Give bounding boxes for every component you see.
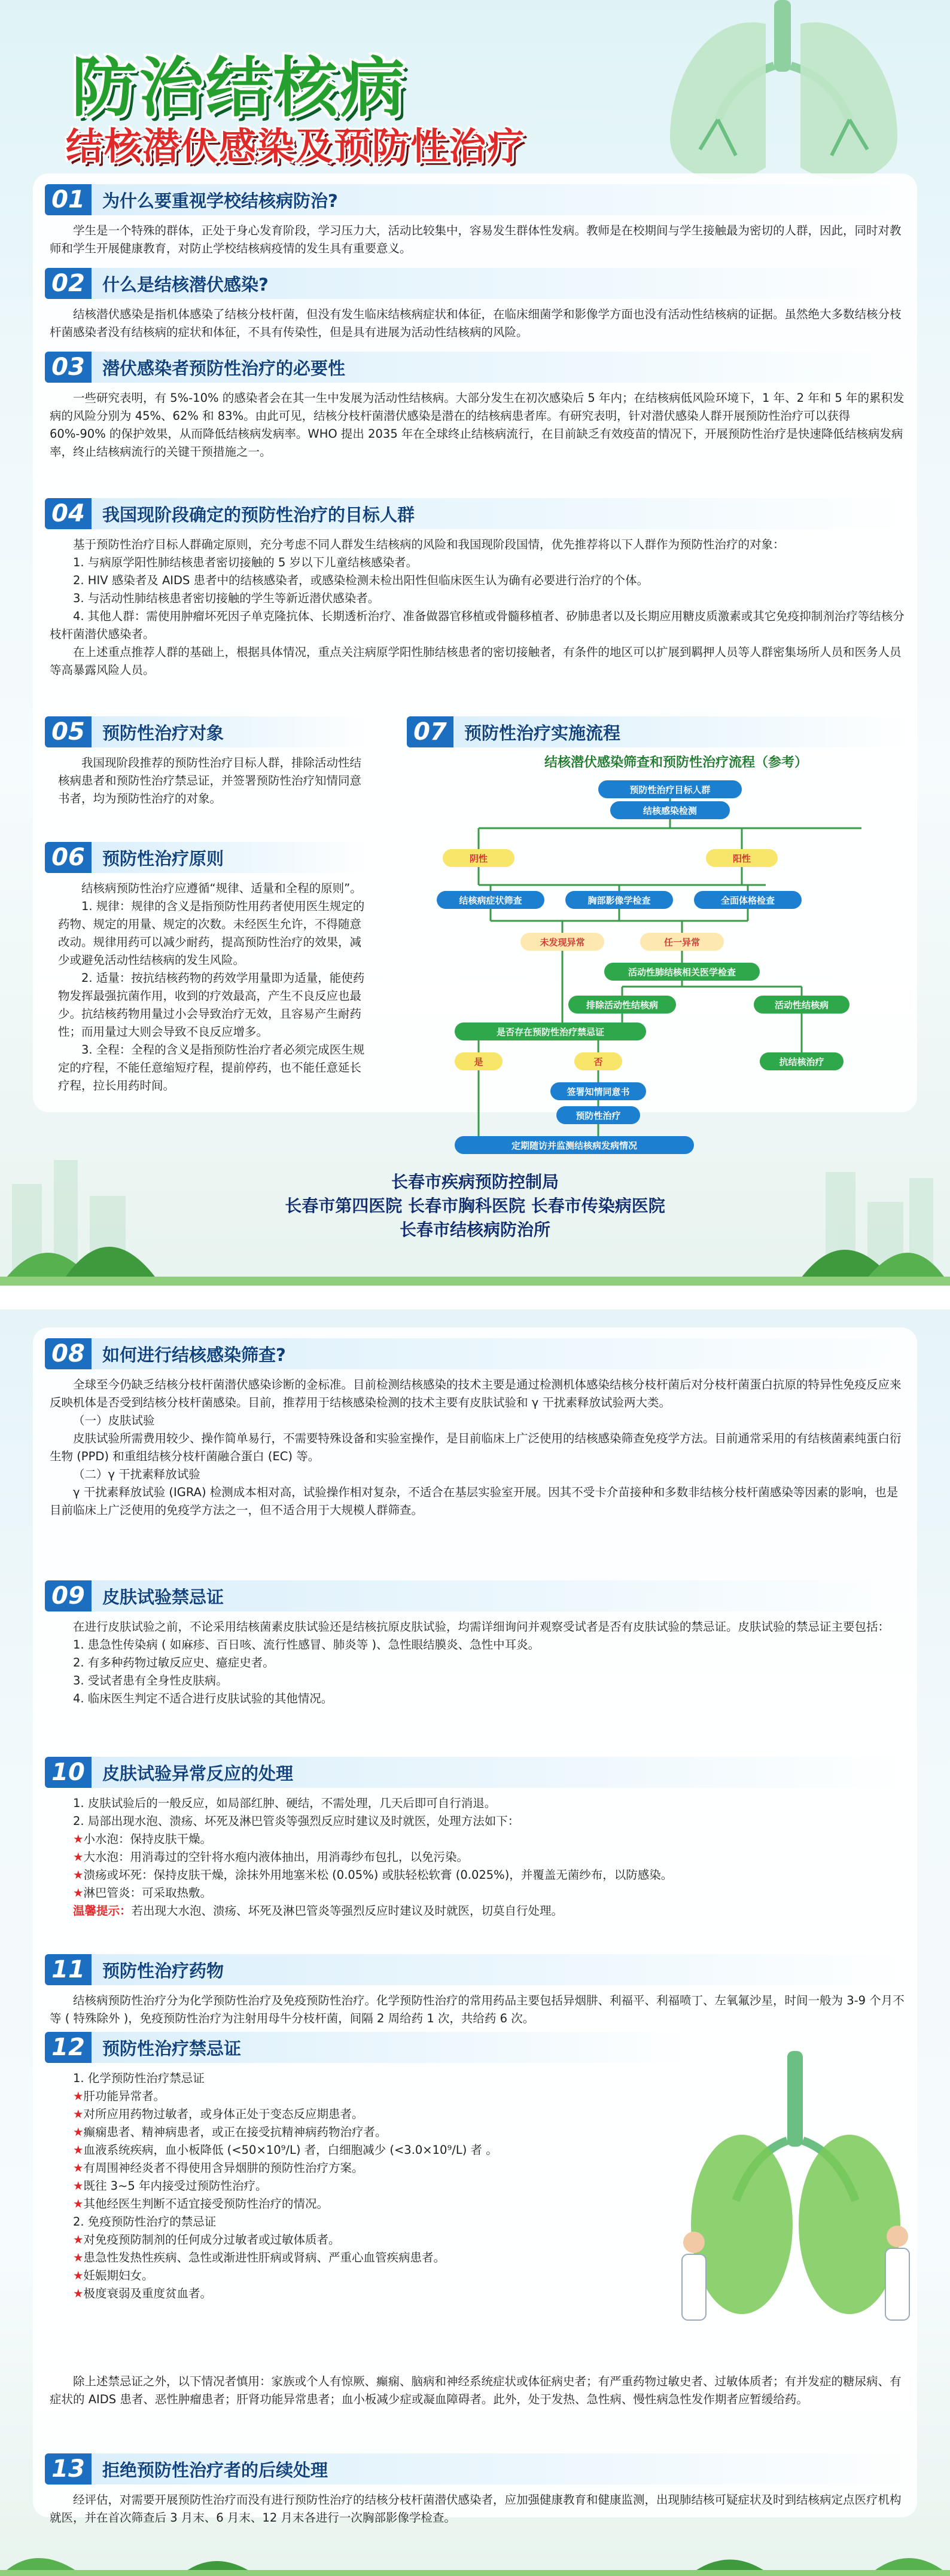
- flow-node-symptom-screening: 结核病症状筛查: [437, 891, 544, 909]
- star-icon: ★: [73, 2143, 84, 2157]
- greenery-decoration: [0, 2540, 950, 2576]
- list-item: 1. 患急性传染病 ( 如麻疹、百日咳、流行性感冒、肺炎等 )、急性眼结膜炎、急性中耳炎。: [73, 1638, 540, 1652]
- list-item: 3. 受试者患有全身性皮肤病。: [73, 1674, 228, 1687]
- section-number: 07: [407, 716, 453, 747]
- section-12-outro: [45, 2368, 906, 2409]
- list-item: 3. 与活动性肺结核患者密切接触的学生等新近潜伏感染者。: [73, 591, 380, 605]
- section-title: 我国现阶段确定的预防性治疗的目标人群: [92, 498, 906, 529]
- list-item: 2. 适量：按抗结核药物的药效学用量即为适量，能使药物发挥最强抗菌作用，收到的疗效最高，产生不良反应也最少。抗结核药物用量过小会导致治疗无效，且容易产生耐药性；而用量过大则会导致不良反应增多。: [58, 971, 365, 1039]
- poster-title: 防治结核病: [72, 51, 407, 126]
- list-item: 2. 有多种药物过敏反应史、癔症史者。: [73, 1656, 275, 1669]
- flow-node-no-abnormality: 未发现异常: [520, 933, 604, 951]
- flowchart-title: 结核潜伏感染筛查和预防性治疗流程（参考）: [544, 755, 808, 770]
- section-06: [45, 840, 368, 1095]
- section-text: 学生是一个特殊的群体，正处于身心发育阶段，学习压力大，活动比较集中，容易发生群体性发病。教师是在校期间与学生接触最为密切的人群，因此，同时对教师和学生开展健康教育，对防止学校结核病疫情的发生具有重要意义。: [50, 224, 902, 255]
- section-intro: 在进行皮肤试验之前，不论采用结核菌素皮肤试验还是结核抗原皮肤试验，均需详细询问并观察受试者是否有皮肤试验的禁忌证。皮肤试验的禁忌证主要包括：: [73, 1620, 890, 1634]
- list-item: 3. 全程：全程的含义是指预防性治疗者必须完成医生规定的疗程，不能任意缩短疗程，提前停药，也不能任意延长疗程，拉长用药时间。: [58, 1043, 365, 1092]
- star-icon: ★: [73, 1832, 84, 1846]
- star-icon: ★: [73, 2233, 84, 2247]
- section-number: 02: [45, 268, 92, 299]
- city-greenery-decoration: [0, 1148, 950, 1286]
- section-number: 11: [45, 1954, 92, 1985]
- flow-node-active-tb: 活动性结核病: [754, 996, 849, 1014]
- section-intro: 基于预防性治疗目标人群确定原则，充分考虑不同人群发生结核病的风险和我国现阶段国情，优先推荐将以下人群作为预防性治疗的对象：: [73, 538, 785, 551]
- flow-node-exclude-active-tb: 排除活动性结核病: [568, 996, 676, 1014]
- flow-node-consent: 签署知情同意书: [550, 1082, 646, 1100]
- lungs-illustration-icon: [646, 0, 921, 197]
- flow-node-positive: 阳性: [706, 849, 778, 867]
- section-text: 全球至今仍缺乏结核分枝杆菌潜伏感染诊断的金标准。目前检测结核感染的技术主要是通过检测机体感染结核分枝杆菌后对分枝杆菌蛋白抗原的特异性免疫反应来反映机体是否受到结核分枝杆菌感染。目前，推荐用于结核感染检测的技术主要有皮肤试验和 γ 干扰素释放试验两大类。: [50, 1378, 902, 1409]
- flow-node-chest-imaging: 胸部影像学检查: [565, 891, 673, 909]
- list-item: 4. 其他人群：需使用肿瘤坏死因子单克隆抗体、长期透析治疗、准备做器官移植或骨髓移植者、矽肺患者以及长期应用糖皮质激素或其它免疫抑制剂治疗等结核分枝杆菌潜伏感染者。: [50, 609, 905, 641]
- list-item: 1. 皮肤试验后的一般反应，如局部红肿、硬结，不需处理，几天后即可自行消退。: [73, 1796, 497, 1810]
- section-outro: 在上述重点推荐人群的基础上，根据具体情况，重点关注病原学阳性肺结核患者的密切接触者，有条件的地区可以扩展到羁押人员等人群密集场所人员和医务人员等高暴露风险人员。: [50, 645, 902, 677]
- list-item: 患急性发热性疾病、急性或渐进性肝病或肾病、严重心血管疾病患者。: [83, 2251, 445, 2264]
- star-icon: ★: [73, 1886, 84, 1900]
- section-text: 经评估，对需要开展预防性治疗而没有进行预防性治疗的结核分枝杆菌潜伏感染者，应加强健康教育和健康监测，出现肺结核可疑症状及时到结核病定点医疗机构就医，并在首次筛查后 3 月末、6 月末、12 月末各进行一次胸部影像学检查。: [50, 2493, 902, 2525]
- list-item: 对免疫预防制剂的任何成分过敏者或过敏体质者。: [83, 2233, 340, 2247]
- section-01: [45, 182, 906, 258]
- star-icon: ★: [73, 2125, 84, 2139]
- section-number: 10: [45, 1757, 92, 1788]
- section-title: 预防性治疗原则: [92, 842, 368, 873]
- flow-node-any-abnormality: 任一异常: [640, 933, 724, 951]
- list-item: 1. 规律：规律的含义是指预防性用药者使用医生规定的药物、规定的用量、规定的次数。未经医生允许，不得随意改动。规律用药可以减少耐药，提高预防性治疗的效果，减少或避免活动性结核病的发生风险。: [58, 899, 365, 967]
- section-text: γ 干扰素释放试验 (IGRA) 检测成本相对高，试验操作相对复杂，不适合在基层实验室开展。因其不受卡介苗接种和多数非结核分枝杆菌感染等因素的影响，也是目前临床上广泛使用的免疫学方法之一，但不适合用于大规模人群筛查。: [50, 1485, 899, 1517]
- issuer-line-3: 长春市结核病防治所: [399, 1220, 550, 1240]
- flow-node-no: 否: [574, 1052, 622, 1070]
- section-title: 预防性治疗对象: [92, 716, 368, 747]
- star-icon: ★: [73, 2161, 84, 2175]
- poster-panel-2: [0, 1310, 950, 2576]
- section-title: 预防性治疗实施流程: [453, 716, 909, 747]
- list-item: 淋巴管炎：可采取热敷。: [83, 1886, 212, 1900]
- section-title: 为什么要重视学校结核病防治?: [92, 184, 906, 215]
- section-number: 04: [45, 498, 92, 529]
- star-icon: ★: [73, 2107, 84, 2121]
- star-icon: ★: [73, 2197, 84, 2211]
- list-item: 对所应用药物过敏者，或身体正处于变态反应期患者。: [83, 2107, 364, 2121]
- list-item: 4. 临床医生判定不适合进行皮肤试验的其他情况。: [73, 1692, 333, 1705]
- section-05: [45, 715, 368, 808]
- section-number: 08: [45, 1338, 92, 1369]
- list-item: 小水泡：保持皮肤干燥。: [83, 1832, 212, 1846]
- flow-node-yes: 是: [455, 1052, 503, 1070]
- lungs-doctors-illustration-icon: [670, 2045, 921, 2344]
- section-number: 12: [45, 2032, 92, 2063]
- section-09: [45, 1579, 906, 1708]
- subheading: 2. 免疫预防性治疗的禁忌证: [73, 2215, 217, 2229]
- section-outro: 除上述禁忌证之外，以下情况者慎用：家族或个人有惊厥、癫痫、脑病和神经系统症状或体征病史者；有严重药物过敏史者、过敏体质者；有并发症的糖尿病、有症状的 AIDS 患者、恶性肿瘤患者；肝肾功能异常患者；血小板减少症或凝血障碍者。此外，处于发热、急性病、慢性病急性发作期者应暂缓给药。: [50, 2374, 902, 2406]
- section-title: 皮肤试验异常反应的处理: [92, 1757, 906, 1788]
- section-title: 什么是结核潜伏感染?: [92, 268, 906, 299]
- flow-node-anti-tb-treatment: 抗结核治疗: [760, 1052, 844, 1070]
- list-item: 1. 与病原学阳性肺结核患者密切接触的 5 岁以下儿童结核感染者。: [73, 556, 418, 569]
- section-title: 预防性治疗药物: [92, 1954, 906, 1985]
- section-text: 结核病预防性治疗分为化学预防性治疗及免疫预防性治疗。化学预防性治疗的常用药品主要包括异烟肼、利福平、利福喷丁、左氧氟沙星，时间一般为 3-9 个月不等 ( 特殊除外 )，免疫预防性治疗为注射用母牛分枝杆菌，间隔 2 周给药 1 次，共给药 6 次。: [50, 1994, 905, 2025]
- subheading: 1. 化学预防性治疗禁忌证: [73, 2071, 205, 2085]
- flow-node-negative: 阴性: [443, 849, 514, 867]
- section-11: [45, 1952, 906, 2028]
- panel-gap: [0, 1286, 950, 1310]
- section-number: 03: [45, 352, 92, 383]
- section-04: [45, 496, 906, 679]
- section-text: 结核潜伏感染是指机体感染了结核分枝杆菌，但没有发生临床结核病症状和体征，在临床细菌学和影像学方面也没有活动性结核病的证据。虽然绝大多数结核分枝杆菌感染者没有结核病的症状和体征，不具有传染性，但是具有进展为活动性结核病的风险。: [50, 307, 902, 339]
- list-item: 大水泡：用消毒过的空针将水疱内液体抽出，用消毒纱布包扎，以免污染。: [83, 1850, 468, 1864]
- section-number: 06: [45, 842, 92, 873]
- flow-node-infection-test: 结核感染检测: [610, 801, 730, 819]
- poster-subtitle: 结核潜伏感染及预防性治疗: [66, 124, 526, 168]
- section-title: 拒绝预防性治疗者的后续处理: [92, 2453, 906, 2485]
- list-item: 其他经医生判断不适宜接受预防性治疗的情况。: [83, 2197, 328, 2211]
- list-item: 癫痫患者、精神病患者，或正在接受抗精神病药物治疗者。: [83, 2125, 387, 2139]
- subheading: （二）γ 干扰素释放试验: [73, 1467, 200, 1481]
- poster-panel-1: [0, 0, 950, 1286]
- star-icon: ★: [73, 1868, 84, 1882]
- section-text: 一些研究表明，有 5%-10% 的感染者会在其一生中发展为活动性结核病。大部分发生在初次感染后 5 年内；在结核病低风险环境下，1 年、2 年和 5 年的累积发病的风险分别为 45%、62% 和 83%。由此可见，结核分枝杆菌潜伏感染是潜在的结核病患者库。有研究表明，针对潜伏感染人群开展预防性治疗可以获得 60%-90% 的保护效果，从而降低结核病发病率。WHO 提出 2035 年在全球终止结核病流行，在目前缺乏有效疫苗的情况下，开展预防性治疗是快速降低结核病发病率，终止结核病流行的关键干预措施之一。: [50, 391, 905, 459]
- section-title: 皮肤试验禁忌证: [92, 1580, 906, 1611]
- tip-label: 温馨提示：: [73, 1904, 132, 1918]
- section-10: [45, 1755, 906, 1920]
- section-03: [45, 350, 906, 461]
- list-item: 肝功能异常者。: [83, 2089, 165, 2103]
- section-text: 皮肤试验所需费用较少、操作简单易行，不需要特殊设备和实验室操作，是目前临床上广泛使用的结核感染筛查免疫学方法。目前通常采用的有结核菌素纯蛋白衍生物 (PPD) 和重组结核分枝杆菌融合蛋白 (EC) 等。: [50, 1432, 902, 1463]
- flow-node-active-tb-tests: 活动性肺结核相关医学检查: [604, 963, 760, 981]
- star-icon: ★: [73, 1850, 84, 1864]
- list-item: 妊娠期妇女。: [83, 2269, 154, 2282]
- issuer-line-1: 长春市疾病预防控制局: [391, 1172, 559, 1192]
- flow-node-contraindication-check: 是否存在预防性治疗禁忌证: [455, 1023, 646, 1040]
- section-title: 如何进行结核感染筛查?: [92, 1338, 906, 1369]
- flow-node-follow-up: 定期随访并监测结核病发病情况: [455, 1136, 694, 1154]
- section-title: 潜伏感染者预防性治疗的必要性: [92, 352, 906, 383]
- subheading: （一）皮肤试验: [73, 1414, 155, 1427]
- list-item: 极度衰弱及重度贫血者。: [83, 2287, 212, 2300]
- section-number: 13: [45, 2453, 92, 2485]
- flow-node-target-population: 预防性治疗目标人群: [598, 780, 742, 798]
- list-item: 2. 局部出现水泡、溃疡、坏死及淋巴管炎等强烈反应时建议及时就医，处理方法如下：: [73, 1814, 520, 1828]
- star-icon: ★: [73, 2269, 84, 2282]
- list-item: 既往 3~5 年内接受过预防性治疗。: [83, 2179, 267, 2193]
- list-item: 2. HIV 感染者及 AIDS 患者中的结核感染者，或感染检测未检出阳性但临床医生认为确有必要进行治疗的个体。: [73, 573, 649, 587]
- tip-text: 若出现大水泡、溃疡、坏死及淋巴管炎等强烈反应时建议及时就医，切莫自行处理。: [131, 1904, 564, 1918]
- section-number: 01: [45, 184, 92, 215]
- star-icon: ★: [73, 2287, 84, 2300]
- section-13: [45, 2452, 906, 2527]
- section-intro: 结核病预防性治疗应遵循“规律、适量和全程的原则”。: [81, 881, 362, 895]
- section-number: 09: [45, 1580, 92, 1611]
- list-item: 血液系统疾病，血小板降低 (<50×10⁹/L) 者，白细胞减少 (<3.0×10⁹/L) 者 。: [83, 2143, 498, 2157]
- section-07: [407, 715, 909, 749]
- list-item: 有周围神经炎者不得使用含异烟肼的预防性治疗方案。: [83, 2161, 364, 2175]
- star-icon: ★: [73, 2179, 84, 2193]
- section-title: 预防性治疗禁忌证: [92, 2032, 691, 2063]
- flow-node-physical-exam: 全面体格检查: [694, 891, 802, 909]
- star-icon: ★: [73, 2251, 84, 2264]
- section-text: 我国现阶段推荐的预防性治疗目标人群，排除活动性结核病患者和预防性治疗禁忌证，并签署预防性治疗知情同意书者，均为预防性治疗的对象。: [58, 756, 362, 805]
- list-item: 溃疡或坏死：保持皮肤干燥，涂抹外用地塞米松 (0.05%) 或肤轻松软膏 (0.025%)，并覆盖无菌纱布，以防感染。: [83, 1868, 673, 1882]
- flow-node-preventive-treatment: 预防性治疗: [556, 1106, 640, 1124]
- star-icon: ★: [73, 2089, 84, 2103]
- issuer-line-2: 长春市第四医院 长春市胸科医院 长春市传染病医院: [285, 1196, 665, 1216]
- section-08: [45, 1336, 906, 1519]
- section-12: [45, 2030, 691, 2303]
- section-02: [45, 266, 906, 341]
- section-number: 05: [45, 716, 92, 747]
